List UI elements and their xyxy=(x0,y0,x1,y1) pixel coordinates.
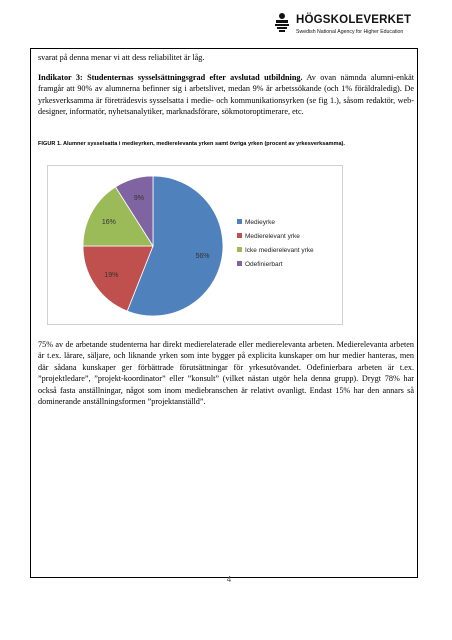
hogskoleverket-logo xyxy=(272,10,437,50)
page-number: 4 xyxy=(226,575,232,584)
indicator-text: Av ovan nämnda alumni-enkät framgår att 90% av alumnerna befinner sig i arbetslivet, medan 9% är arbetssökande (och 1% föräldraledig). De yrkesverksamma är företrädesvis sysselsatta i medie- och kommunikationsyrken (se fig 1.), såsom redaktör, web-designer, informatör, nyhetsanalytiker, marknadsförare, sökmotoroptimerare, etc. xyxy=(38,73,414,117)
legend-swatch xyxy=(237,261,242,266)
pie-data-label: 19% xyxy=(104,271,119,279)
pie-data-label: 56% xyxy=(195,252,210,260)
legend-label: Medieyrke xyxy=(245,219,275,226)
legend-swatch xyxy=(237,247,242,252)
legend-label: Icke medierelevant yrke xyxy=(245,247,314,254)
figure-caption: FIGUR 1. Alumner sysselsatta i medieyrken, medierelevanta yrken samt övriga yrken (procent av yrkesverksamma). xyxy=(38,141,345,147)
pie-chart-box xyxy=(47,165,343,325)
legend-label: Odefinierbart xyxy=(245,261,283,268)
pie-data-label: 16% xyxy=(101,219,116,227)
legend-swatch xyxy=(237,233,242,238)
text-line-top: svarat på denna menar vi att dess reliabilitet är låg. xyxy=(38,53,205,62)
indicator-paragraph xyxy=(38,72,414,118)
logo-subtitle: Swedish National Agency for Higher Education xyxy=(296,29,404,35)
legend-swatch xyxy=(237,219,242,224)
pie-chart xyxy=(48,166,342,324)
pie-data-label: 9% xyxy=(133,195,145,203)
legend-label: Medierelevant yrke xyxy=(245,233,300,240)
bottom-paragraph: 75% av de arbetande studenterna har direkt medierelaterade eller medierelevanta arbeten. Medierelevanta arbeten är t.ex. lärare, säljare, och liknande yrken som inte bygger på explicita kunskaper om hur medier hanteras, men där sådana kunskaper ger förbättrade förutsättningar för yrkesutövandet. Odefinierbara arbeten är t.ex. ”projektledare”, ”projekt-koordinator” eller ”konsult” (vilket nästan utgör hela denna grupp). Drygt 78% har också fasta anställningar, något som inom mediebranschen är relativt ovanligt. Endast 15% har den annars så dominerande anställningsformen ”projektanställd”. xyxy=(38,340,414,407)
indicator-heading: Indikator 3: Studenternas sysselsättningsgrad efter avslutad utbildning. xyxy=(38,73,303,82)
crown-icon xyxy=(272,12,292,34)
logo-name: HÖGSKOLEVERKET xyxy=(296,14,412,26)
